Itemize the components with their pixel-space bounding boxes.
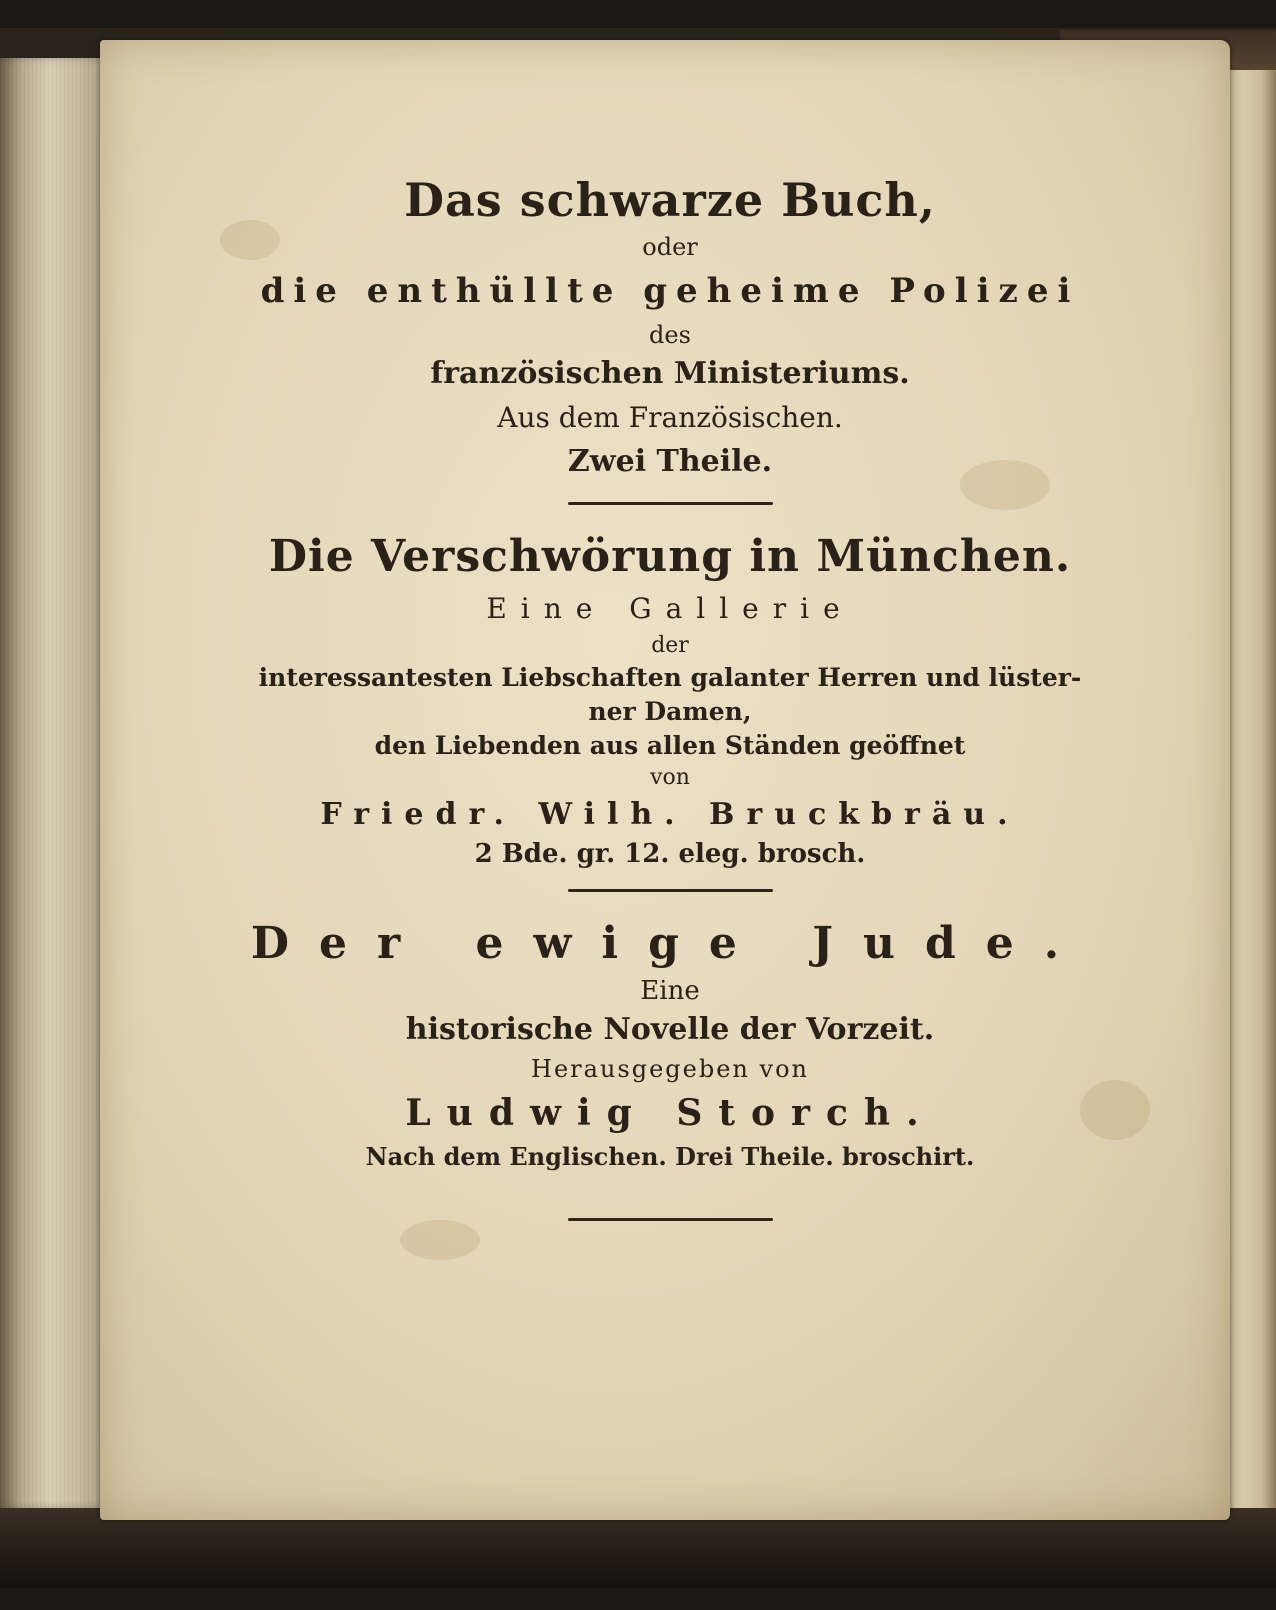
book3-line2: historische Novelle der Vorzeit. [405, 1012, 935, 1047]
foxing-stain [400, 1220, 480, 1260]
book2-line1: Eine Gallerie [486, 592, 854, 625]
book3-editor-label: Herausgegeben von [531, 1055, 809, 1083]
book2-line2: der [651, 633, 689, 658]
book1-entry [180, 170, 1160, 484]
book2-author: Friedr. Wilh. Bruckbräu. [320, 797, 1020, 832]
book2-line4: ner Damen, [588, 697, 752, 726]
book1-or: oder [642, 233, 698, 261]
book2-line3: interessantesten Liebschaften galanter Herren und lüster- [258, 663, 1082, 692]
divider-rule [568, 1218, 773, 1221]
book1-translation: Aus dem Französischen. [497, 401, 843, 434]
advertisement-text [180, 170, 1160, 1221]
book3-editor: Ludwig Storch. [405, 1092, 935, 1134]
book1-ministry: französischen Ministeriums. [430, 356, 910, 391]
book2-title: Die Verschwörung in München. [268, 531, 1072, 582]
book3-note: Nach dem Englischen. Drei Theile. broschirt. [365, 1142, 975, 1171]
book1-des: des [649, 321, 691, 349]
book3-entry [180, 914, 1160, 1174]
divider-rule [568, 889, 773, 892]
book2-format: 2 Bde. gr. 12. eleg. brosch. [474, 839, 866, 869]
book2-by: von [650, 765, 690, 790]
binding-bottom [0, 1508, 1276, 1588]
book1-parts: Zwei Theile. [567, 444, 773, 479]
book1-title: Das schwarze Buch, [404, 173, 936, 227]
page-block-edge-left [0, 58, 110, 1508]
book3-line1: Eine [640, 976, 700, 1006]
book3-title: Der ewige Jude. [250, 918, 1090, 969]
book2-line5: den Liebenden aus allen Ständen geöffnet [374, 731, 966, 760]
page-block-edge-right [1228, 70, 1276, 1510]
book2-entry [180, 527, 1160, 871]
divider-rule [568, 502, 773, 505]
book1-subtitle: die enthüllte geheime Polizei [260, 271, 1080, 311]
